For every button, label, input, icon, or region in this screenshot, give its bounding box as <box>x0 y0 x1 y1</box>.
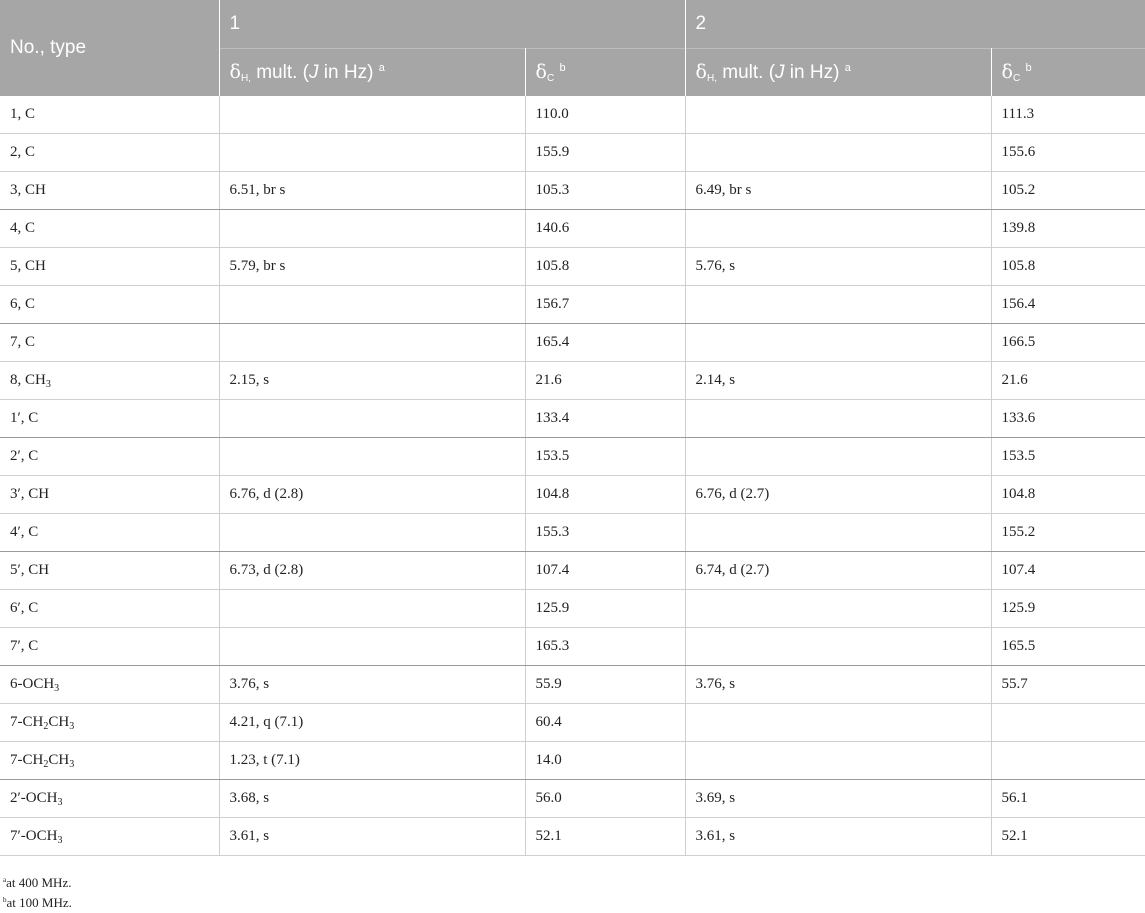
delta-c-1-cell: 21.6 <box>525 362 685 400</box>
table-row <box>0 210 1145 248</box>
position-type-cell: 4′, C <box>0 514 219 552</box>
delta-c-2-cell: 139.8 <box>991 210 1145 248</box>
table-row <box>0 400 1145 438</box>
delta-c-2-cell: 153.5 <box>991 438 1145 476</box>
delta-h-2-cell <box>685 704 991 742</box>
table-row <box>0 818 1145 856</box>
delta-c-2-cell: 105.8 <box>991 248 1145 286</box>
table-row <box>0 628 1145 666</box>
delta-h-1-cell: 5.79, br s <box>219 248 525 286</box>
header-no-type: No., type <box>0 0 219 96</box>
delta-c-2-cell: 56.1 <box>991 780 1145 818</box>
delta-h-1-cell: 6.51, br s <box>219 172 525 210</box>
delta-c-2-cell: 52.1 <box>991 818 1145 856</box>
delta-c-2-cell: 111.3 <box>991 96 1145 134</box>
table-row <box>0 438 1145 476</box>
delta-h-1-cell: 1.23, t (7.1) <box>219 742 525 780</box>
position-type-cell: 1, C <box>0 96 219 134</box>
table-row <box>0 134 1145 172</box>
delta-h-2-cell <box>685 590 991 628</box>
table-row <box>0 172 1145 210</box>
delta-h-1-cell: 3.61, s <box>219 818 525 856</box>
delta-c-1-cell: 110.0 <box>525 96 685 134</box>
delta-h-2-cell <box>685 438 991 476</box>
footnote: $^b$at 100 MHz. <box>3 895 72 910</box>
delta-c-1-cell: 107.4 <box>525 552 685 590</box>
position-type-cell: 6′, C <box>0 590 219 628</box>
position-type-cell: $2'-OCH_3$ <box>0 780 219 818</box>
delta-symbol: δ <box>1001 61 1013 83</box>
delta-h-2-cell: 6.74, d (2.7) <box>685 552 991 590</box>
delta-c-2-cell: 165.5 <box>991 628 1145 666</box>
position-type-cell: 3, CH <box>0 172 219 210</box>
delta-c-1-cell: 60.4 <box>525 704 685 742</box>
table-row <box>0 552 1145 590</box>
delta-h-2-cell: 6.76, d (2.7) <box>685 476 991 514</box>
delta-h-1-cell <box>219 400 525 438</box>
delta-h-2-cell <box>685 324 991 362</box>
table-body <box>0 96 1145 856</box>
delta-h-2-cell: 3.76, s <box>685 666 991 704</box>
table-row <box>0 248 1145 286</box>
position-type-cell: $7-CH_2CH_3$ <box>0 742 219 780</box>
table-row <box>0 476 1145 514</box>
delta-h-1-cell <box>219 590 525 628</box>
position-type-cell: 2′, C <box>0 438 219 476</box>
delta-c-2-cell: 55.7 <box>991 666 1145 704</box>
delta-h-1-cell: 4.21, q (7.1) <box>219 704 525 742</box>
delta-c-1-cell: 104.8 <box>525 476 685 514</box>
delta-h-1-cell <box>219 96 525 134</box>
delta-c-1-cell: 55.9 <box>525 666 685 704</box>
delta-c-2-cell <box>991 742 1145 780</box>
delta-c-1-cell: 140.6 <box>525 210 685 248</box>
delta-h-1-cell: 6.73, d (2.8) <box>219 552 525 590</box>
delta-c-2-cell: 166.5 <box>991 324 1145 362</box>
delta-symbol: δ <box>229 61 241 83</box>
delta-h-2-cell <box>685 400 991 438</box>
delta-h-2-cell: 2.14, s <box>685 362 991 400</box>
delta-h-1-cell <box>219 324 525 362</box>
position-type-cell: 1′, C <box>0 400 219 438</box>
delta-h-2-cell <box>685 210 991 248</box>
table-row <box>0 362 1145 400</box>
delta-c-2-cell: 105.2 <box>991 172 1145 210</box>
header-compound-2: 2 <box>685 0 1145 49</box>
header-delta-c-2: $\delta_C$ $^b$ <box>991 49 1145 97</box>
delta-h-2-cell <box>685 134 991 172</box>
table-row <box>0 286 1145 324</box>
delta-c-1-cell: 155.3 <box>525 514 685 552</box>
header-delta-h-2: $\delta_{H,}$ mult. (J in Hz) $^a$ <box>685 49 991 97</box>
position-type-cell: 7′, C <box>0 628 219 666</box>
delta-c-1-cell: 56.0 <box>525 780 685 818</box>
table-row <box>0 514 1145 552</box>
delta-c-2-cell <box>991 704 1145 742</box>
position-type-cell: $7'-OCH_3$ <box>0 818 219 856</box>
header-delta-c-1: $\delta_C$ $^b$ <box>525 49 685 97</box>
delta-h-1-cell <box>219 438 525 476</box>
position-type-cell: $7-CH_2CH_3$ <box>0 704 219 742</box>
table-row <box>0 704 1145 742</box>
position-type-cell: 5′, CH <box>0 552 219 590</box>
delta-c-2-cell: 133.6 <box>991 400 1145 438</box>
table-row <box>0 780 1145 818</box>
header-delta-h-1: $\delta_{H,}$ mult. (J in Hz) $^a$ <box>219 49 525 97</box>
delta-c-1-cell: 133.4 <box>525 400 685 438</box>
table-header <box>0 0 1145 96</box>
delta-c-1-cell: 52.1 <box>525 818 685 856</box>
delta-c-1-cell: 165.3 <box>525 628 685 666</box>
position-type-cell: 3′, CH <box>0 476 219 514</box>
position-type-cell: 4, C <box>0 210 219 248</box>
table-row <box>0 96 1145 134</box>
delta-c-2-cell: 156.4 <box>991 286 1145 324</box>
delta-c-2-cell: 155.2 <box>991 514 1145 552</box>
delta-h-1-cell: 6.76, d (2.8) <box>219 476 525 514</box>
delta-h-1-cell <box>219 628 525 666</box>
delta-c-1-cell: 165.4 <box>525 324 685 362</box>
table-row <box>0 590 1145 628</box>
position-type-cell: 5, CH <box>0 248 219 286</box>
delta-c-1-cell: 156.7 <box>525 286 685 324</box>
delta-c-1-cell: 105.8 <box>525 248 685 286</box>
delta-c-1-cell: 125.9 <box>525 590 685 628</box>
delta-h-1-cell <box>219 286 525 324</box>
delta-h-2-cell <box>685 742 991 780</box>
delta-h-1-cell <box>219 210 525 248</box>
delta-c-1-cell: 14.0 <box>525 742 685 780</box>
delta-c-2-cell: 107.4 <box>991 552 1145 590</box>
delta-h-2-cell <box>685 514 991 552</box>
position-type-cell: 7, C <box>0 324 219 362</box>
position-type-cell: 8, $CH_3$ <box>0 362 219 400</box>
delta-h-1-cell <box>219 514 525 552</box>
delta-h-2-cell <box>685 96 991 134</box>
delta-symbol: δ <box>695 61 707 83</box>
delta-h-1-cell: 3.68, s <box>219 780 525 818</box>
footnotes <box>3 873 72 913</box>
position-type-cell: 6, C <box>0 286 219 324</box>
position-type-cell: $6-OCH_3$ <box>0 666 219 704</box>
header-compound-1: 1 <box>219 0 685 49</box>
delta-h-2-cell <box>685 628 991 666</box>
delta-c-2-cell: 21.6 <box>991 362 1145 400</box>
delta-h-2-cell: 3.61, s <box>685 818 991 856</box>
delta-c-1-cell: 105.3 <box>525 172 685 210</box>
delta-h-2-cell: 6.49, br s <box>685 172 991 210</box>
table-row <box>0 742 1145 780</box>
delta-c-2-cell: 155.6 <box>991 134 1145 172</box>
table-row <box>0 666 1145 704</box>
delta-c-1-cell: 155.9 <box>525 134 685 172</box>
delta-c-2-cell: 104.8 <box>991 476 1145 514</box>
delta-h-1-cell <box>219 134 525 172</box>
delta-h-2-cell: 3.69, s <box>685 780 991 818</box>
table-row <box>0 324 1145 362</box>
delta-symbol: δ <box>535 61 547 83</box>
footnote: $^a$at 400 MHz. <box>3 875 72 890</box>
delta-h-2-cell <box>685 286 991 324</box>
delta-h-1-cell: 3.76, s <box>219 666 525 704</box>
delta-h-2-cell: 5.76, s <box>685 248 991 286</box>
delta-h-1-cell: 2.15, s <box>219 362 525 400</box>
position-type-cell: 2, C <box>0 134 219 172</box>
delta-c-1-cell: 153.5 <box>525 438 685 476</box>
delta-c-2-cell: 125.9 <box>991 590 1145 628</box>
